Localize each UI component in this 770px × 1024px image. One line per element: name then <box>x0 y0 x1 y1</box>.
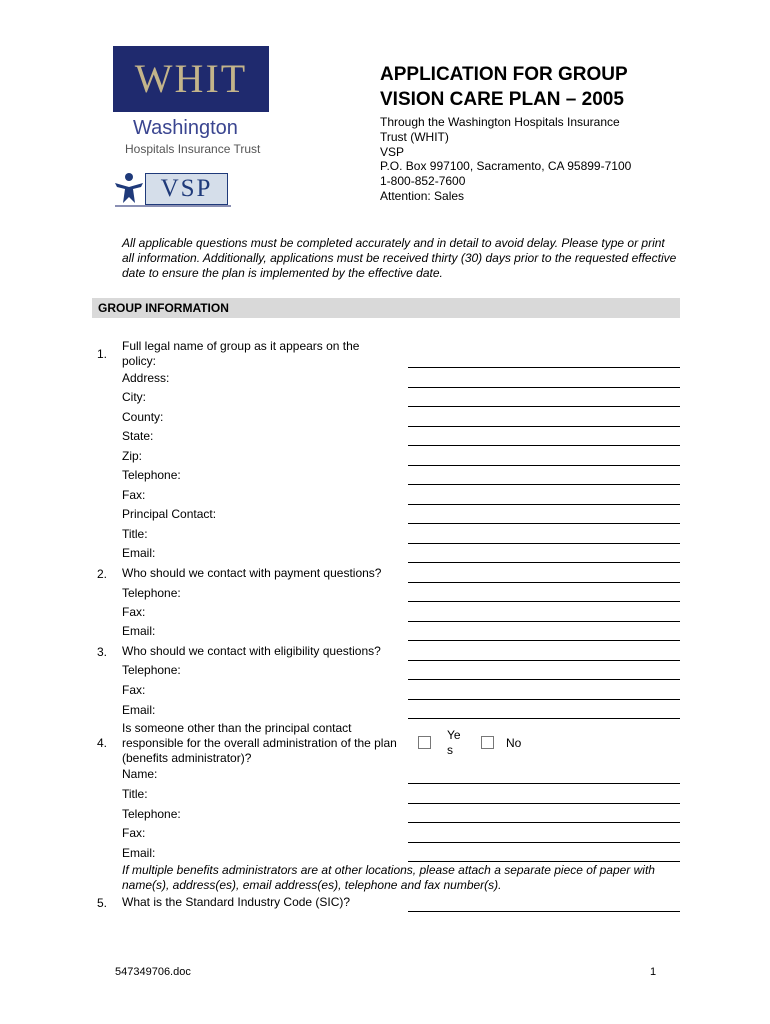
title-line-1: APPLICATION FOR GROUP <box>380 64 628 85</box>
field-label: Address: <box>122 371 170 385</box>
address-line: Through the Washington Hospitals Insurance <box>380 115 620 129</box>
field-label: Principal Contact: <box>122 507 217 521</box>
address-line: P.O. Box 997100, Sacramento, CA 95899-7100 <box>380 159 632 174</box>
page-title <box>380 62 680 112</box>
principal-contact-field[interactable] <box>408 523 680 524</box>
trust-logo-text: Hospitals Insurance Trust <box>125 142 261 156</box>
admin-telephone-field[interactable] <box>408 822 680 823</box>
question-2-label: Who should we contact with payment questions? <box>122 566 382 580</box>
page-number: 1 <box>650 966 657 978</box>
field-label: Title: <box>122 787 148 801</box>
telephone-field[interactable] <box>408 484 680 485</box>
question-4-label: Is someone other than the principal contact responsible for the overall administration of the plan (benefits administrator)? <box>122 721 397 765</box>
eligibility-fax-field[interactable] <box>408 699 680 700</box>
administrator-note: If multiple benefits administrators are at other locations, please attach a separate piece of paper with name(s), address(es), email address(es), telephone and fax number(s). <box>122 863 655 892</box>
payment-telephone-field[interactable] <box>408 601 680 602</box>
whit-logo-text: WHIT <box>134 56 248 101</box>
field-label: Fax: <box>122 826 146 840</box>
state-field[interactable] <box>408 445 680 446</box>
eligibility-email-field[interactable] <box>408 718 680 719</box>
vsp-logo-text: VSP <box>160 175 213 202</box>
question-3-label: Who should we contact with eligibility questions? <box>122 644 381 658</box>
field-label: Fax: <box>122 605 146 619</box>
question-number: 2. <box>97 567 108 581</box>
admin-fax-field[interactable] <box>408 842 680 843</box>
payment-contact-field[interactable] <box>408 582 680 583</box>
question-5-label: What is the Standard Industry Code (SIC)? <box>122 895 351 909</box>
group-name-field[interactable] <box>408 367 680 368</box>
field-label: Fax: <box>122 488 146 502</box>
city-field[interactable] <box>408 406 680 407</box>
field-label: Telephone: <box>122 586 181 600</box>
address-line: 1-800-852-7600 <box>380 174 466 189</box>
admin-name-field[interactable] <box>408 783 680 784</box>
vsp-logo-bar <box>115 205 231 207</box>
address-field[interactable] <box>408 387 680 388</box>
washington-logo-text: Washington <box>133 117 238 139</box>
field-label: Title: <box>122 527 148 541</box>
title-field[interactable] <box>408 543 680 544</box>
field-label: City: <box>122 390 146 404</box>
payment-email-field[interactable] <box>408 640 680 641</box>
address-line: Attention: Sales <box>380 188 465 203</box>
fax-field[interactable] <box>408 504 680 505</box>
title-line-2: VISION CARE PLAN – 2005 <box>380 89 624 110</box>
admin-title-field[interactable] <box>408 803 680 804</box>
intro-instructions: All applicable questions must be completed accurately and in detail to avoid delay. Please type or print all information. Additionally, applications must be received thirty (30) days prior to the requested effective date to ensure the plan is implemented by the effective date. <box>122 236 677 280</box>
email-field[interactable] <box>408 562 680 563</box>
question-number: 1. <box>97 347 108 361</box>
field-label: Telephone: <box>122 468 181 482</box>
sic-code-field[interactable] <box>408 911 680 912</box>
mailing-address <box>380 115 670 204</box>
field-label: State: <box>122 429 154 443</box>
address-line: VSP <box>380 144 405 159</box>
yes-checkbox[interactable] <box>418 736 431 749</box>
no-label: No <box>506 736 522 750</box>
question-number: 5. <box>97 896 108 910</box>
question-number: 3. <box>97 645 108 659</box>
field-label: Telephone: <box>122 663 181 677</box>
field-label: Fax: <box>122 683 146 697</box>
field-label: Email: <box>122 846 156 860</box>
yes-label: Ye s <box>447 728 461 757</box>
vsp-figure-icon <box>111 171 147 205</box>
admin-email-field[interactable] <box>408 861 680 862</box>
question-1-label: Full legal name of group as it appears on the policy: <box>122 339 360 368</box>
payment-fax-field[interactable] <box>408 621 680 622</box>
zip-field[interactable] <box>408 465 680 466</box>
no-checkbox[interactable] <box>481 736 494 749</box>
field-label: Email: <box>122 624 156 638</box>
eligibility-telephone-field[interactable] <box>408 679 680 680</box>
section-header-group-information: GROUP INFORMATION <box>92 298 680 318</box>
eligibility-contact-field[interactable] <box>408 660 680 661</box>
document-filename: 547349706.doc <box>115 966 191 978</box>
field-label: Telephone: <box>122 807 181 821</box>
question-number: 4. <box>97 736 108 750</box>
field-label: Email: <box>122 546 156 560</box>
field-label: Email: <box>122 703 156 717</box>
county-field[interactable] <box>408 426 680 427</box>
address-line: Trust (WHIT) <box>380 129 449 144</box>
field-label: Name: <box>122 767 158 781</box>
field-label: Zip: <box>122 449 143 463</box>
field-label: County: <box>122 410 164 424</box>
